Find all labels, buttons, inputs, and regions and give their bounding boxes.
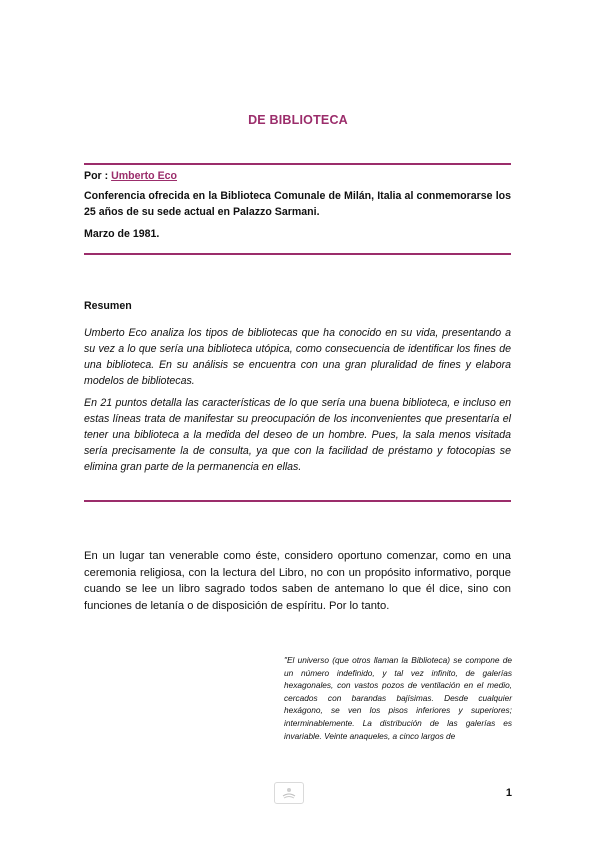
byline-prefix: Por : [84,170,112,182]
divider-summary-bottom [84,500,511,502]
author-link[interactable]: Umberto Eco [111,170,178,182]
summary-paragraph-2: En 21 puntos detalla las características de lo que sería una buena biblioteca, e incluso en estas líneas trata de manifestar su preocupación de los inconvenientes que presentaría el tener una biblioteca a la medida del deseo de un hombre. Pues, la sala menos visitada sería precisamente la de consulta, ya que con la facilidad de préstamo y fotocopias se elimina gran parte de la permanencia en ellas. [84,397,511,473]
divider-header-bottom [84,253,511,255]
summary-heading: Resumen [84,300,132,312]
divider-top [84,163,511,165]
borges-quote: "El universo (que otros llaman la Biblioteca) se compone de un número indefinido, y tal vez infinito, de galerías hexagonales, con vastos pozos de ventilación en el medio, cercados con barandas bajísimas. Desde cualquier hexágono, se ven los pisos inferiores y superiores; interminablemente. La distribución de las galerías es invariable. Veinte anaqueles, a cinco largos de [284,655,512,741]
page-number: 1 [505,787,512,799]
document-title: DE BIBLIOTECA [248,113,348,127]
summary-paragraph-1: Umberto Eco analiza los tipos de bibliotecas que ha conocido en su vida, presentando a su vez a lo que sería una biblioteca utópica, como consecuencia de identificar los fines de una biblioteca. En su análisis se encuentra con una gran pluralidad de fines y elabora modelos de bibliotecas. [84,327,511,387]
body-paragraph: En un lugar tan venerable como éste, considero oportuno comenzar, como en una ceremonia religiosa, con la lectura del Libro, no con un propósito informativo, porque cuando se lee un libro sagrado todos saben de antemano lo que él dice, sino con funciones de letanía o de disposición de espíritu. Por lo tanto. [84,550,511,612]
book-reader-icon [274,782,304,804]
date-line: Marzo de 1981. [84,228,160,240]
byline [84,168,511,184]
conference-note: Conferencia ofrecida en la Biblioteca Comunale de Milán, Italia al conmemorarse los 25 años de su sede actual en Palazzo Sarmani. [84,190,511,218]
